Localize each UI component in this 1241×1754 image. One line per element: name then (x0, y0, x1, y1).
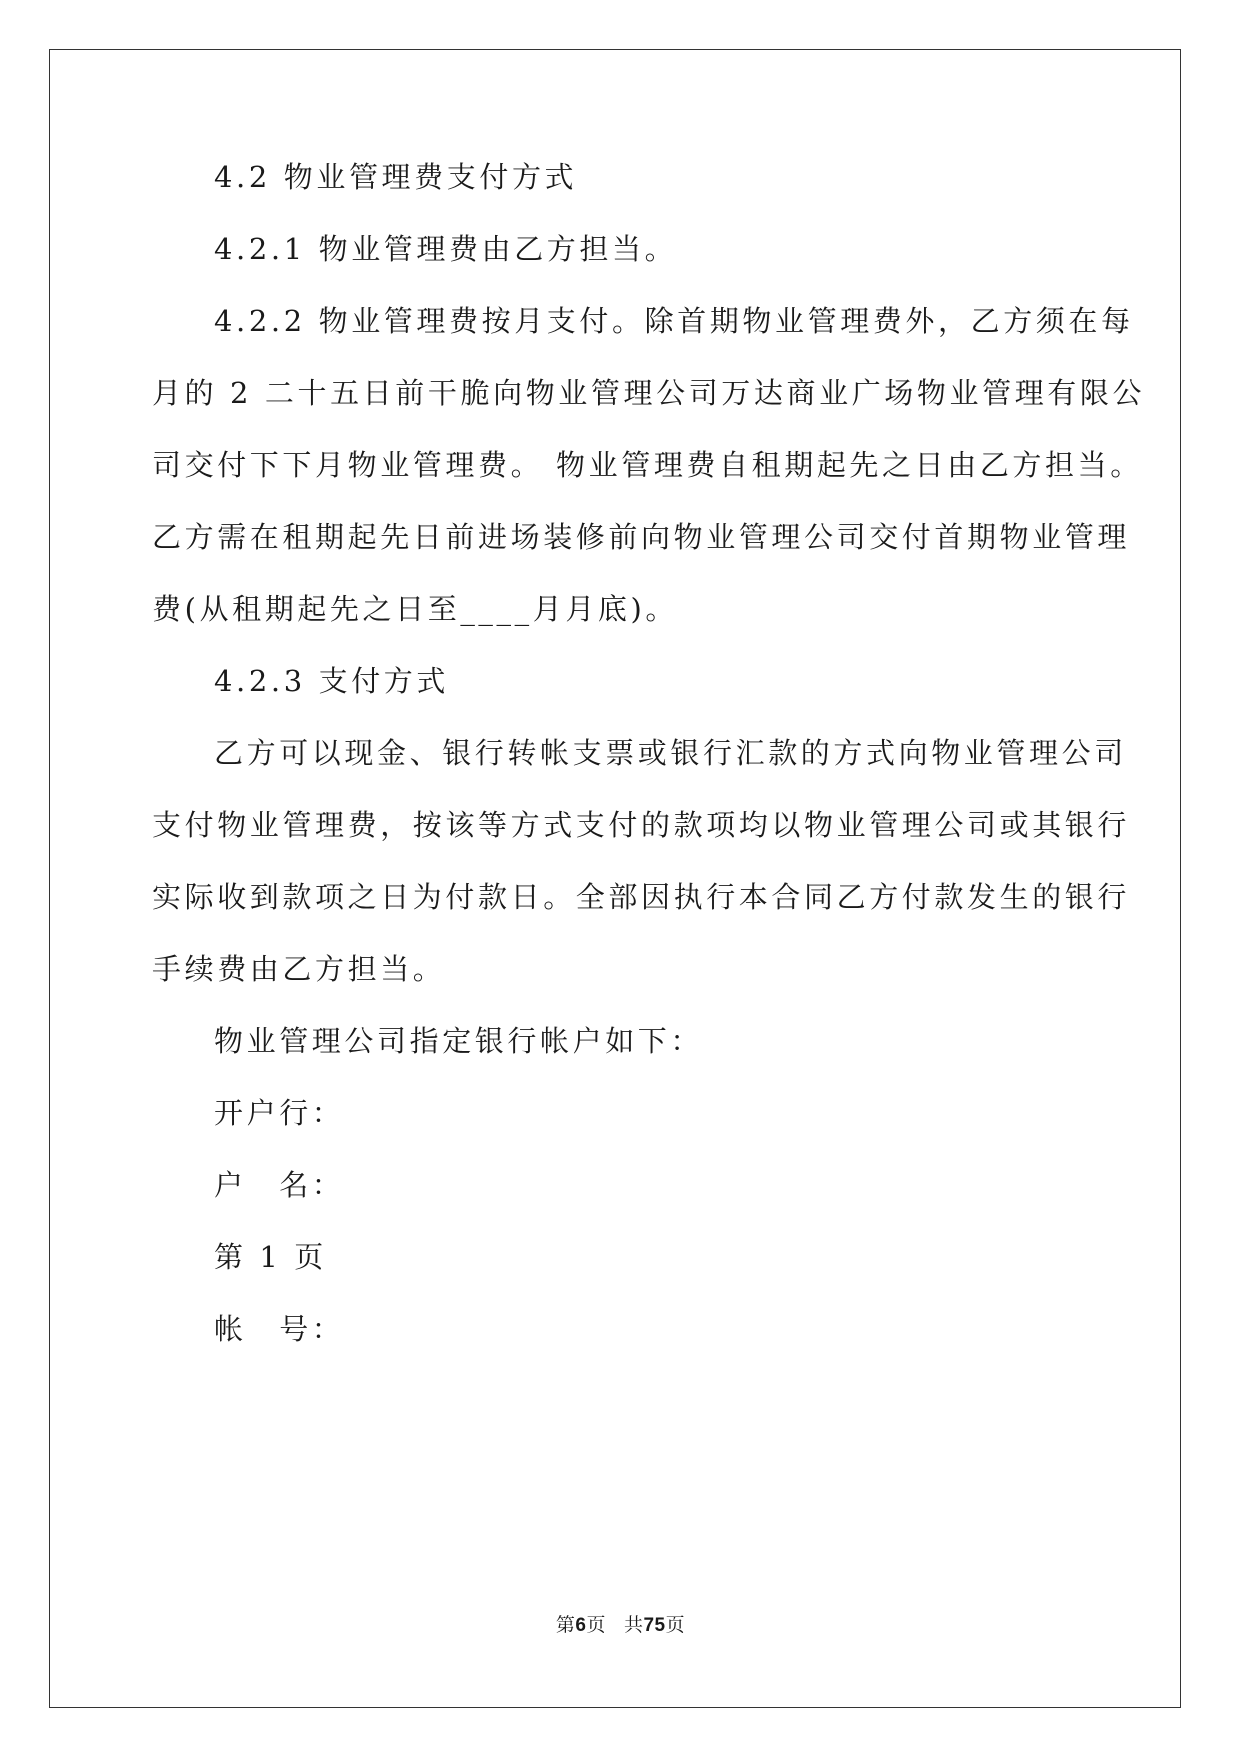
payment-paragraph-line-1: 乙方可以现金、银行转帐支票或银行汇款的方式向物业管理公司 (214, 736, 1127, 770)
footer-page-prefix: 第 (555, 1614, 576, 1636)
footer-total-pages: 75 (643, 1615, 666, 1636)
account-name-label: 户 名： (214, 1168, 345, 1202)
clause-4-2-2-line-1: 4.2.2 物业管理费按月支付。除首期物业管理费外，乙方须在每 (214, 304, 1134, 338)
clause-4-2-3: 4.2.3 支付方式 (214, 664, 450, 698)
page-footer (0, 1612, 1241, 1639)
footer-total-prefix: 共 (623, 1614, 644, 1636)
clause-4-2-2-line-5: 费(从租期起先之日至____月月底)。 (152, 592, 679, 626)
bank-account-intro: 物业管理公司指定银行帐户如下： (214, 1024, 704, 1058)
clause-4-2-2-line-3: 司交付下下月物业管理费。 物业管理费自租期起先之日由乙方担当。 (152, 448, 1143, 482)
inline-page-marker: 第 1 页 (214, 1240, 327, 1274)
bank-name-label: 开户行： (214, 1096, 345, 1130)
footer-page-number: 6 (575, 1615, 587, 1636)
account-number-label: 帐 号： (214, 1312, 345, 1346)
payment-paragraph-line-2: 支付物业管理费，按该等方式支付的款项均以物业管理公司或其银行 (152, 808, 1131, 842)
payment-paragraph-line-4: 手续费由乙方担当。 (152, 952, 446, 986)
clause-4-2-2-line-4: 乙方需在租期起先日前进场装修前向物业管理公司交付首期物业管理 (152, 520, 1131, 554)
clause-4-2-1: 4.2.1 物业管理费由乙方担当。 (214, 232, 678, 266)
section-heading-4-2: 4.2 物业管理费支付方式 (214, 160, 578, 194)
payment-paragraph-line-3: 实际收到款项之日为付款日。全部因执行本合同乙方付款发生的银行 (152, 880, 1131, 914)
footer-page-suffix: 页 (586, 1614, 606, 1636)
clause-4-2-2-line-2: 月的 2 二十五日前干脆向物业管理公司万达商业广场物业管理有限公 (152, 376, 1146, 410)
footer-total-suffix: 页 (665, 1614, 686, 1636)
